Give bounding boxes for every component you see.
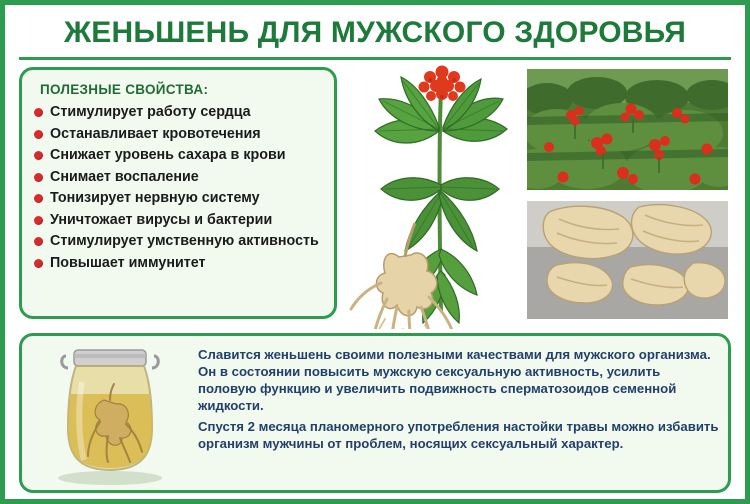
bullet-icon	[34, 194, 43, 203]
list-item	[34, 147, 326, 163]
description-text	[198, 346, 722, 456]
bullet-icon	[34, 108, 43, 117]
description-paragraph-1: Славится женьшень своими полезными качествами для мужского организма. Он в состоянии повысить мужскую сексуальную активность, усилить половую функцию и увеличить подвижность сперматозоидов семенной жидкости.	[198, 347, 711, 414]
list-item	[34, 212, 326, 228]
benefit-label: Повышает иммунитет	[50, 254, 206, 271]
benefits-panel	[19, 67, 337, 319]
ginseng-plant-illustration	[335, 61, 527, 329]
description-panel	[19, 333, 731, 493]
main-content-area	[5, 61, 745, 329]
list-item	[34, 255, 326, 271]
description-paragraph-2: Спустя 2 месяца планомерного употребления настойки травы можно избавить организм мужчины от проблем, носящих сексуальный характер.	[198, 419, 719, 452]
title-divider	[19, 57, 731, 60]
list-item	[34, 104, 326, 120]
benefit-label: Останавливает кровотечения	[50, 125, 261, 142]
page-title: ЖЕНЬШЕНЬ ДЛЯ МУЖСКОГО ЗДОРОВЬЯ	[63, 16, 687, 49]
list-item	[34, 190, 326, 206]
bullet-icon	[34, 130, 43, 139]
bullet-icon	[34, 237, 43, 246]
benefit-label: Уничтожает вирусы и бактерии	[50, 211, 273, 228]
ginseng-tincture-jar-photo	[30, 342, 190, 486]
bullet-icon	[34, 151, 43, 160]
ginseng-field-photo	[525, 67, 730, 192]
list-item	[34, 233, 326, 249]
benefit-label: Снижает уровень сахара в крови	[50, 147, 286, 163]
benefit-label: Стимулирует работу сердца	[50, 104, 251, 120]
benefits-heading: ПОЛЕЗНЫЕ СВОЙСТВА:	[40, 82, 209, 97]
benefit-label: Снимает воспаление	[50, 168, 199, 185]
bullet-icon	[34, 216, 43, 225]
benefits-list	[34, 104, 326, 271]
list-item	[34, 126, 326, 142]
dried-ginseng-root-photo	[525, 199, 730, 321]
benefit-label: Тонизирует нервную систему	[50, 190, 260, 206]
bullet-icon	[34, 173, 43, 182]
benefit-label: Стимулирует умственную активность	[50, 233, 319, 249]
bullet-icon	[34, 259, 43, 268]
title-bar	[5, 5, 745, 61]
list-item	[34, 169, 326, 185]
